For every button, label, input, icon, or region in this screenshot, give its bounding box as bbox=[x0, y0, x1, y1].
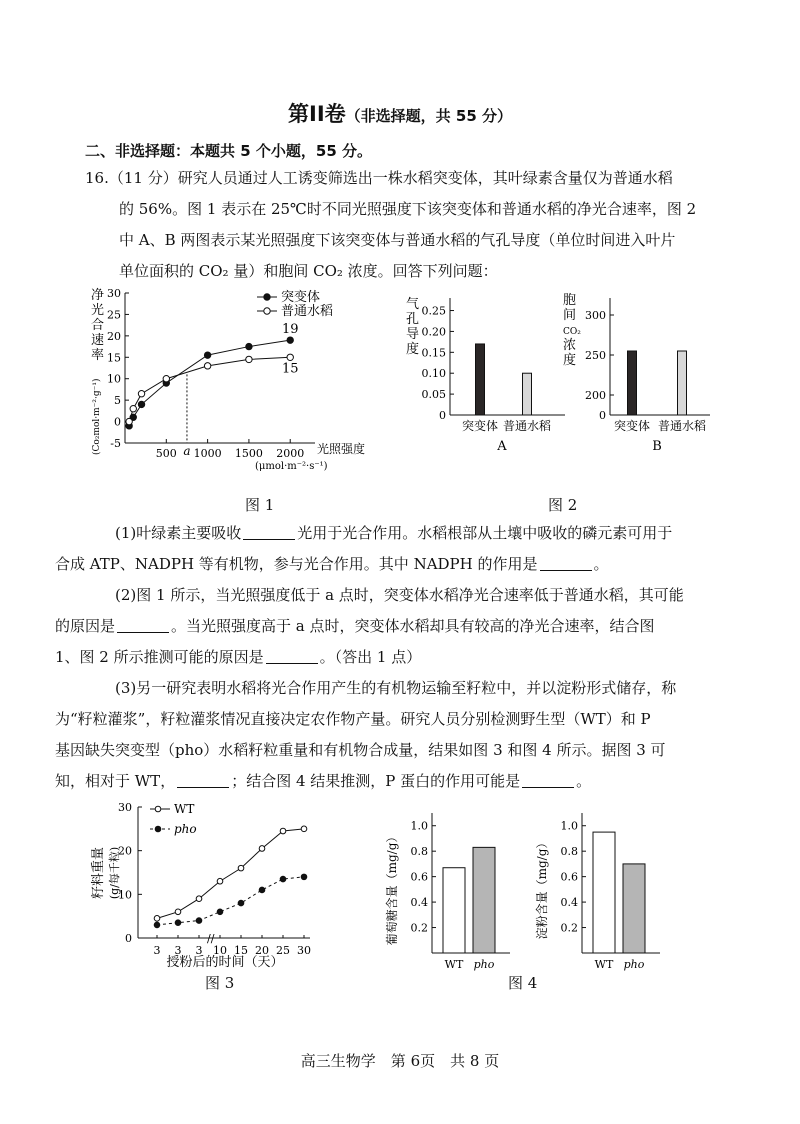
data-point bbox=[259, 846, 265, 852]
section-title bbox=[0, 98, 800, 128]
series-line-WT bbox=[157, 829, 304, 919]
p2-text-d: 1、图 2 所示推测可能的原因是 bbox=[55, 648, 264, 666]
data-point bbox=[196, 918, 202, 924]
end-value-label: 15 bbox=[281, 361, 299, 377]
x-axis-unit: (μmol·m⁻²·s⁻¹) bbox=[255, 461, 328, 472]
x-tick-label: 500 bbox=[155, 447, 177, 460]
answer-blank-4[interactable] bbox=[266, 647, 318, 664]
bar-突变体 bbox=[476, 344, 485, 415]
legend-label: WT bbox=[174, 802, 195, 816]
x-axis-label: 光照强度 bbox=[317, 442, 366, 456]
y-tick-label: 30 bbox=[118, 801, 132, 814]
p1-text-a: (1)叶绿素主要吸收 bbox=[115, 524, 242, 542]
y-axis-unit: (g/每千粒) bbox=[108, 846, 121, 900]
y-axis-label: 淀粉含量（mg/g） bbox=[535, 836, 549, 940]
bar-WT bbox=[443, 868, 465, 953]
category-label: WT bbox=[444, 958, 464, 971]
y-tick-label: 30 bbox=[107, 287, 121, 300]
y-tick-label: 200 bbox=[585, 389, 606, 402]
legend-marker bbox=[155, 826, 161, 832]
data-point bbox=[175, 909, 181, 915]
y-axis-label-part: 浓 bbox=[563, 338, 577, 353]
p2-text-b: 的原因是 bbox=[55, 617, 116, 635]
answer-blank-2[interactable] bbox=[540, 554, 592, 571]
y-axis-label: 籽料重量 bbox=[91, 846, 106, 900]
y-axis-label-part: CO₂ bbox=[563, 327, 581, 337]
legend-label: 普通水稻 bbox=[281, 304, 334, 319]
y-tick-label: 300 bbox=[585, 309, 606, 322]
figure-4a-bar-chart bbox=[380, 808, 520, 978]
x-tick-label: 2000 bbox=[276, 447, 305, 460]
title-sub: （非选择题，共 55 分） bbox=[345, 107, 512, 125]
y-axis-label-part: 间 bbox=[563, 308, 577, 323]
y-tick-label: 25 bbox=[107, 308, 121, 322]
y-tick-label: 0 bbox=[114, 415, 121, 429]
data-point bbox=[175, 920, 181, 926]
y-tick-label: 0.25 bbox=[421, 304, 446, 318]
y-axis-label-char: 气 bbox=[406, 297, 420, 312]
end-value-label: 19 bbox=[281, 322, 299, 338]
q16-line-1: 16.（11 分）研究人员通过人工诱变筛选出一株水稻突变体，其叶绿素含量仅为普通水稻 bbox=[85, 169, 673, 187]
question-16-stem bbox=[85, 163, 720, 287]
y-tick-label: 1.0 bbox=[410, 819, 428, 833]
answer-blank-6[interactable] bbox=[522, 771, 574, 788]
figure-4-caption: 图 4 bbox=[508, 974, 538, 992]
y-tick-label: 250 bbox=[585, 349, 606, 362]
data-point bbox=[238, 900, 244, 906]
question-16-part-2 bbox=[55, 580, 720, 673]
data-point bbox=[204, 352, 210, 358]
bar-WT bbox=[593, 832, 615, 953]
y-tick-label: 15 bbox=[107, 351, 121, 365]
figure-3-caption: 图 3 bbox=[205, 974, 235, 992]
y-tick-label: 10 bbox=[118, 888, 132, 902]
y-tick-label: 1.0 bbox=[560, 819, 578, 833]
q16-line-4: 单位面积的 CO₂ 量）和胞间 CO₂ 浓度。回答下列问题： bbox=[119, 262, 498, 280]
data-point bbox=[138, 391, 144, 397]
y-tick-label: 0 bbox=[125, 932, 132, 945]
figure-2b-bar-chart bbox=[560, 290, 720, 460]
y-tick-label: 0.6 bbox=[560, 870, 578, 884]
category-label: 突变体 bbox=[461, 419, 499, 433]
p3-text-e: ；结合图 4 结果推测，P 蛋白的作用可能是 bbox=[231, 772, 521, 790]
page-footer: 高三生物学 第 6页 共 8 页 bbox=[300, 1052, 500, 1070]
x-tick-label: 3 bbox=[195, 944, 203, 957]
data-point bbox=[287, 337, 293, 343]
figure-2a-bar-chart bbox=[400, 290, 570, 460]
category-label: 突变体 bbox=[613, 419, 651, 433]
y-tick-label: 0.2 bbox=[560, 921, 578, 935]
y-axis-label-char: 孔 bbox=[406, 312, 420, 327]
p3-text-a: (3)另一研究表明水稻将光合作用产生的有机物运输至籽粒中，并以淀粉形式储存，称 bbox=[115, 679, 677, 697]
data-point bbox=[246, 343, 252, 349]
figure-3-line-chart bbox=[80, 795, 330, 970]
y-tick-label: 0.6 bbox=[410, 870, 428, 884]
p1-text-d: 。 bbox=[593, 555, 609, 573]
category-label: pho bbox=[473, 958, 495, 971]
y-tick-label: 0 bbox=[599, 409, 606, 422]
y-axis-label: 葡萄糖含量（mg/g） bbox=[385, 830, 399, 946]
y-axis-label-char: 导 bbox=[406, 327, 420, 342]
y-tick-label: 10 bbox=[107, 372, 121, 386]
y-tick-label: 20 bbox=[107, 329, 121, 343]
data-point bbox=[217, 909, 223, 915]
figure-1-caption: 图 1 bbox=[245, 496, 275, 514]
category-label: WT bbox=[594, 958, 614, 971]
q16-line-3: 中 A、B 两图表示某光照强度下该突变体与普通水稻的气孔导度（单位时间进入叶片 bbox=[119, 231, 676, 249]
legend-marker bbox=[264, 294, 270, 300]
x-tick-label: 3 bbox=[153, 944, 161, 957]
p2-text-e: 。（答出 1 点） bbox=[319, 648, 422, 666]
y-tick-label: 20 bbox=[118, 844, 132, 858]
x-tick-label: 3 bbox=[174, 944, 182, 957]
y-tick-label: 0.4 bbox=[560, 896, 578, 910]
section-heading: 二、非选择题：本题共 5 个小题，55 分。 bbox=[85, 142, 372, 160]
x-tick-label: 25 bbox=[276, 944, 290, 957]
panel-label: B bbox=[652, 439, 662, 454]
p3-text-c: 基因缺失突变型（pho）水稻籽粒重量和有机物合成量，结果如图 3 和图 4 所示。据图 3 可 bbox=[55, 741, 666, 759]
y-axis-label-char: 合 bbox=[91, 318, 105, 333]
data-point bbox=[217, 878, 223, 884]
data-point bbox=[280, 828, 286, 834]
figure-4b-bar-chart bbox=[530, 808, 670, 978]
data-point bbox=[204, 363, 210, 369]
legend-label: pho bbox=[174, 822, 197, 836]
y-tick-label: 0.15 bbox=[421, 346, 446, 360]
p2-text-c: 。当光照强度高于 a 点时，突变体水稻却具有较高的净光合速率，结合图 bbox=[171, 617, 655, 635]
data-point bbox=[301, 826, 307, 832]
figure-1-line-chart bbox=[85, 285, 385, 485]
data-point bbox=[280, 876, 286, 882]
data-point bbox=[301, 874, 307, 880]
x-tick-label: 1500 bbox=[234, 447, 263, 460]
legend-marker bbox=[155, 806, 161, 812]
question-16-part-3 bbox=[55, 673, 720, 797]
y-axis-unit: (Co₂mol·m⁻²·g⁻¹) bbox=[92, 378, 102, 455]
x-tick-label: 20 bbox=[255, 944, 269, 957]
data-point bbox=[163, 376, 169, 382]
category-label: pho bbox=[623, 958, 645, 971]
y-axis-label-part: 度 bbox=[563, 353, 577, 368]
p1-text-c: 合成 ATP、NADPH 等有机物，参与光合作用。其中 NADPH 的作用是 bbox=[55, 555, 538, 573]
data-point bbox=[154, 916, 160, 922]
p3-text-b: 为“籽粒灌浆”，籽粒灌浆情况直接决定农作物产量。研究人员分别检测野生型（WT）和 P bbox=[55, 710, 651, 728]
y-axis-label-char: 速 bbox=[91, 333, 105, 348]
data-point bbox=[138, 401, 144, 407]
data-point bbox=[126, 418, 132, 424]
category-label: 普通水稻 bbox=[657, 419, 707, 433]
question-16-part-1 bbox=[55, 518, 720, 580]
bar-普通水稻 bbox=[523, 373, 532, 415]
data-point bbox=[154, 922, 160, 928]
x-tick-label: 30 bbox=[297, 944, 311, 957]
y-axis-label-part: 胞 bbox=[563, 293, 577, 308]
y-tick-label: 0.8 bbox=[560, 845, 578, 859]
y-tick-label: 0.05 bbox=[421, 388, 446, 402]
answer-blank-1[interactable] bbox=[243, 523, 295, 540]
data-point bbox=[238, 865, 244, 871]
panel-label: A bbox=[497, 439, 507, 454]
bar-pho bbox=[473, 847, 495, 953]
bar-普通水稻 bbox=[678, 351, 687, 415]
p2-text-a: (2)图 1 所示，当光照强度低于 a 点时，突变体水稻净光合速率低于普通水稻，其可能 bbox=[115, 586, 684, 604]
y-axis-label-char: 净 bbox=[91, 288, 105, 303]
legend-label: 突变体 bbox=[281, 290, 321, 305]
x-tick-label: 15 bbox=[234, 944, 248, 957]
category-label: 普通水稻 bbox=[502, 419, 552, 433]
legend-marker bbox=[264, 308, 270, 314]
y-tick-label: 0 bbox=[439, 409, 446, 422]
bar-pho bbox=[623, 864, 645, 953]
p3-text-d: 知，相对于 WT， bbox=[55, 772, 176, 790]
x-tick-label: 10 bbox=[213, 944, 227, 957]
q16-line-2: 的 56%。图 1 表示在 25℃时不同光照强度下该突变体和普通水稻的净光合速率，图 2 bbox=[119, 200, 697, 218]
y-tick-label: 0.8 bbox=[410, 845, 428, 859]
x-tick-label: 1000 bbox=[193, 447, 222, 460]
figure-2-caption: 图 2 bbox=[548, 496, 578, 514]
y-tick-label: 0.20 bbox=[421, 325, 446, 339]
data-point bbox=[259, 887, 265, 893]
y-tick-label: 0.4 bbox=[410, 896, 428, 910]
y-tick-label: 0.2 bbox=[410, 921, 428, 935]
y-tick-label: 0.10 bbox=[421, 367, 446, 381]
y-tick-label: -5 bbox=[110, 437, 121, 450]
data-point bbox=[287, 354, 293, 360]
y-axis-label-char: 光 bbox=[91, 303, 105, 318]
axis-break: // bbox=[207, 932, 215, 945]
series-line-pho bbox=[157, 877, 304, 925]
p1-text-b: 光用于光合作用。水稻根部从土壤中吸收的磷元素可用于 bbox=[297, 524, 673, 542]
y-axis-label-char: 率 bbox=[91, 348, 105, 363]
data-point bbox=[130, 406, 136, 412]
y-tick-label: 5 bbox=[114, 394, 121, 408]
answer-blank-3[interactable] bbox=[117, 616, 169, 633]
answer-blank-5[interactable] bbox=[177, 771, 229, 788]
title-main: 第II卷 bbox=[288, 102, 346, 126]
data-point bbox=[196, 896, 202, 902]
data-point bbox=[246, 356, 252, 362]
p3-text-f: 。 bbox=[576, 772, 592, 790]
bar-突变体 bbox=[628, 351, 637, 415]
a-marker-label: a bbox=[183, 444, 191, 458]
y-axis-label-char: 度 bbox=[406, 342, 420, 357]
x-axis-label: 授粉后的时间（天） bbox=[166, 955, 284, 970]
